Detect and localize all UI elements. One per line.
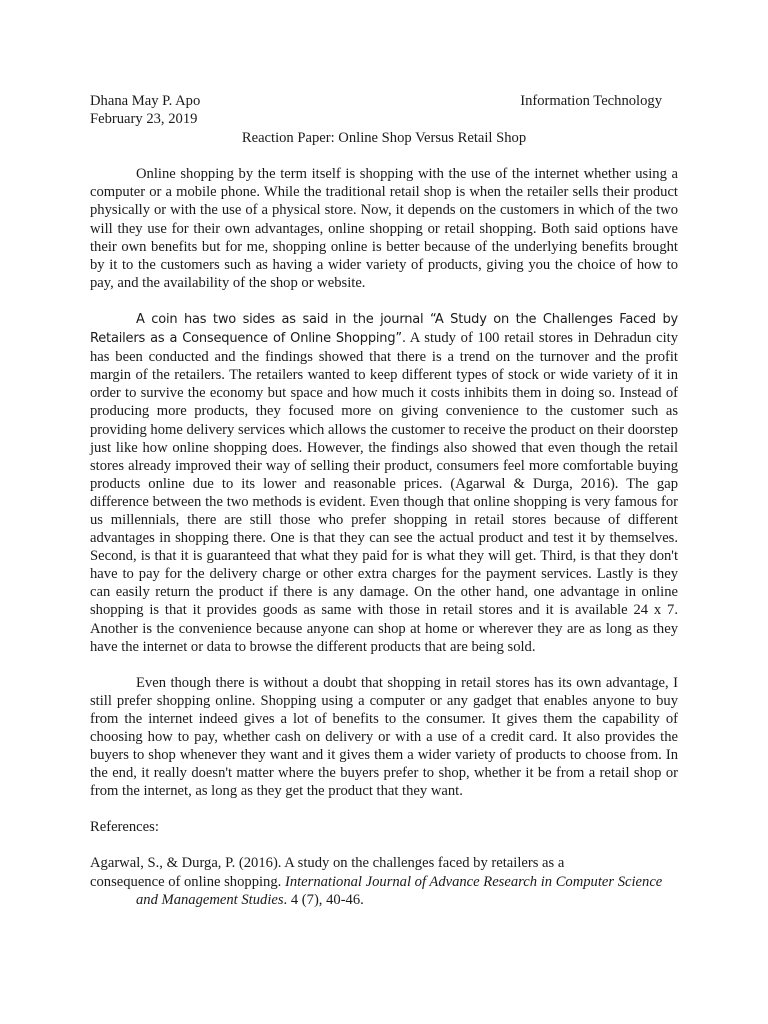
author-name: Dhana May P. Apo (90, 93, 201, 109)
paragraph-3: Even though there is without a doubt that shopping in retail stores has its own advantage, I still prefer shopping online. Shopping using a computer or any gadget that enables anyone to buy from the internet indeed gives a lot of benefits to the consumer. It gives them the capability of choosing how to pay, whether cash on delivery or with a use of a credit card. It also provides the buyers to shop whenever they want and it gives them a wider variety of products to choose from. In the end, it really doesn't matter where the buyers prefer to shop, whether it be from a retail shop or from the internet, as long as they get the product that they want. (90, 674, 678, 800)
header-row (90, 92, 678, 110)
paragraph-1: Online shopping by the term itself is shopping with the use of the internet whether using a computer or a mobile phone. While the traditional retail shop is when the retailer sells their product physically or with the use of a physical store. Now, it depends on the customers in which of the two will they use for their own advantages, online shopping or retail shopping. Both said options have their own benefits but for me, shopping online is better because of the underlying benefits brought by it to the customers such as having a wider variety of products, giving you the choice of how to pay, and the availability of the shop or website. (90, 166, 678, 291)
reference-continuation (90, 873, 678, 909)
references-heading: References: (90, 819, 159, 836)
department: Information Technology (520, 93, 662, 109)
reference-journal: International Journal of Advance Research in Computer Science and Management Studies (136, 873, 663, 908)
reference-authors-title: Agarwal, S., & Durga, P. (2016). A study on the challenges faced by retailers as a (90, 855, 565, 872)
date: February 23, 2019 (90, 111, 198, 128)
paragraph-2-lead: A coin has two sides as said in the journal “A Study on the Challenges Faced by Retailers as a Consequence of Online Shopping”. (90, 311, 678, 347)
paper-title: Reaction Paper: Online Shop Versus Retail Shop (241, 130, 527, 147)
paragraph-2 (90, 310, 678, 656)
reference-entry (90, 854, 678, 908)
reference-title-cont: consequence of online shopping. (90, 873, 285, 890)
reference-volume-pages: . 4 (7), 40-46. (283, 891, 364, 908)
paragraph-2-body: A study of 100 retail stores in Dehradun city has been conducted and the findings showed that there is a trend on the turnover and the profit margin of the retailers. The retailers wanted to keep different types of stock or wide variety of it in order to survive the economy but space and how much it costs inhibits them in doing so. Instead of producing more products, they focused more on giving convenience to the customer such as providing home delivery services which allows the customer to receive the product on their doorstep just like how online shopping does. However, the findings also showed that even though the retail stores already improved their way of selling their product, consumers feel more comfortable buying products online due to its lower and reasonable prices. (Agarwal & Durga, 2016). The gap difference between the two methods is evident. Even though that online shopping is very famous for us millennials, there are still those who prefer shopping in retail stores because of different advantages in shopping there. One is that they can see the actual product and test it by themselves. Second, is that it is guaranteed that what they paid for is what they will get. Third, is that they don't have to pay for the delivery charge or other extra charges for the payment services. Lastly is they can easily return the product if there is any damage. On the other hand, one advantage in online shopping is that it provides goods as same with those in retail stores and it is available 24 x 7. Another is the convenience because anyone can shop at home or wherever they are as long as they have the internet or data to browse the different products that are being sold. (90, 330, 678, 655)
